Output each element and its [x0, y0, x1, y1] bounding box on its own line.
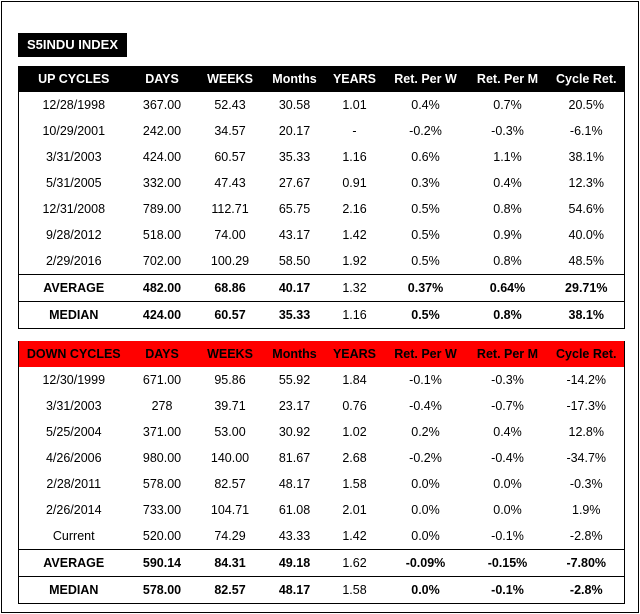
table-row	[19, 419, 625, 445]
table-cell: 81.67	[278, 451, 311, 465]
table-cell: 29.71%	[549, 275, 625, 302]
table-cell: AVERAGE	[19, 275, 129, 302]
table-cell: 38.1%	[568, 150, 604, 164]
table-cell: Ret. Per M	[467, 341, 549, 367]
table-cell: 702.00	[142, 254, 182, 268]
table-row	[19, 248, 625, 275]
table-cell: 104.71	[210, 503, 250, 517]
table-cell: 30.92	[278, 425, 311, 439]
table-cell: 0.8%	[467, 302, 549, 329]
table-row	[19, 393, 625, 419]
table-cell: 12/28/1998	[42, 98, 106, 112]
table-cell: 12/30/1999	[42, 373, 106, 387]
table-cell: 1.62	[325, 550, 385, 577]
table-cell: 82.57	[214, 477, 246, 491]
table-cell: 1.1%	[493, 150, 522, 164]
table-cell: 38.1%	[549, 302, 625, 329]
table-cell: -	[352, 124, 357, 138]
table-cell: 48.5%	[568, 254, 604, 268]
up-cycles-table	[18, 66, 625, 329]
table-cell: 40.17	[265, 275, 325, 302]
median-row	[19, 302, 625, 329]
table-cell: 0.0%	[411, 503, 440, 517]
table-cell: 671.00	[142, 373, 182, 387]
table-row	[19, 445, 625, 471]
table-cell: 68.86	[196, 275, 265, 302]
table-cell: 1.92	[342, 254, 367, 268]
table-cell: WEEKS	[196, 341, 265, 367]
table-cell: 1.9%	[572, 503, 601, 517]
table-cell: Cycle Ret.	[549, 66, 625, 92]
table-cell: 0.64%	[467, 275, 549, 302]
table-cell: 1.42	[342, 228, 367, 242]
table-cell: 4/26/2006	[45, 451, 102, 465]
table-cell: 35.33	[278, 150, 311, 164]
table-cell: 60.57	[214, 150, 246, 164]
table-cell: 65.75	[278, 202, 311, 216]
table-row	[19, 196, 625, 222]
table-cell: 39.71	[214, 399, 246, 413]
table-cell: 27.67	[278, 176, 311, 190]
table-cell: 0.0%	[493, 503, 522, 517]
table-cell: 0.37%	[385, 275, 467, 302]
table-cell: 590.14	[129, 550, 196, 577]
table-cell: 1.16	[342, 150, 367, 164]
table-cell: -6.1%	[569, 124, 603, 138]
table-cell: DOWN CYCLES	[19, 341, 129, 367]
table-cell: Months	[265, 66, 325, 92]
table-cell: DAYS	[129, 341, 196, 367]
table-cell: 1.32	[325, 275, 385, 302]
table-cell: -34.7%	[566, 451, 607, 465]
table-row	[19, 92, 625, 118]
table-cell: 20.5%	[568, 98, 604, 112]
table-cell: MEDIAN	[19, 302, 129, 329]
table-cell: Ret. Per M	[467, 66, 549, 92]
table-cell: -0.3%	[569, 477, 603, 491]
table-cell: 2.16	[342, 202, 367, 216]
table-cell: 100.29	[210, 254, 250, 268]
table-cell: -17.3%	[566, 399, 607, 413]
table-cell: UP CYCLES	[19, 66, 129, 92]
table-cell: 53.00	[214, 425, 246, 439]
table-cell: 1.02	[342, 425, 367, 439]
table-cell: Months	[265, 341, 325, 367]
table-cell: 12.3%	[568, 176, 604, 190]
table-cell: 1.01	[342, 98, 367, 112]
table-cell: 20.17	[278, 124, 311, 138]
table-cell: 0.0%	[385, 577, 467, 604]
table-cell: 980.00	[142, 451, 182, 465]
table-cell: 48.17	[265, 577, 325, 604]
table-cell: AVERAGE	[19, 550, 129, 577]
table-row	[19, 118, 625, 144]
table-cell: -0.15%	[467, 550, 549, 577]
table-cell: -0.4%	[409, 399, 442, 413]
table-cell: 0.5%	[411, 202, 440, 216]
table-cell: -14.2%	[566, 373, 607, 387]
table-cell: 1.42	[342, 529, 367, 543]
table-cell: YEARS	[325, 66, 385, 92]
table-cell: 0.0%	[411, 477, 440, 491]
table-cell: MEDIAN	[19, 577, 129, 604]
table-cell: DAYS	[129, 66, 196, 92]
index-title: S5INDU INDEX	[18, 33, 127, 57]
table-cell: 23.17	[278, 399, 311, 413]
table-cell: 35.33	[265, 302, 325, 329]
table-row	[19, 170, 625, 196]
table-cell: 0.4%	[411, 98, 440, 112]
table-cell: 0.2%	[411, 425, 440, 439]
table-cell: 0.7%	[493, 98, 522, 112]
down-cycles-table	[18, 341, 625, 604]
table-cell: 95.86	[214, 373, 246, 387]
table-cell: 371.00	[142, 425, 182, 439]
table-cell: -0.2%	[409, 124, 442, 138]
table-cell: 578.00	[129, 577, 196, 604]
table-cell: 9/28/2012	[45, 228, 102, 242]
table-cell: 2/26/2014	[45, 503, 102, 517]
table-cell: Cycle Ret.	[549, 341, 625, 367]
table-cell: -2.8%	[569, 529, 603, 543]
table-cell: 0.8%	[493, 254, 522, 268]
table-cell: 578.00	[142, 477, 182, 491]
up-header-row	[19, 66, 625, 92]
table-cell: Ret. Per W	[385, 341, 467, 367]
table-cell: 0.3%	[411, 176, 440, 190]
table-cell: 74.29	[214, 529, 246, 543]
table-cell: 58.50	[278, 254, 311, 268]
table-cell: 60.57	[196, 302, 265, 329]
table-cell: 40.0%	[568, 228, 604, 242]
table-cell: 54.6%	[568, 202, 604, 216]
table-cell: 424.00	[129, 302, 196, 329]
table-cell: 278	[151, 399, 173, 413]
table-cell: 0.0%	[411, 529, 440, 543]
table-cell: -0.3%	[491, 124, 524, 138]
table-cell: 3/31/2003	[45, 150, 102, 164]
table-cell: -7.80%	[549, 550, 625, 577]
table-cell: 12/31/2008	[42, 202, 106, 216]
table-row	[19, 497, 625, 523]
table-cell: 5/25/2004	[45, 425, 102, 439]
table-cell: 43.17	[278, 228, 311, 242]
table-cell: 733.00	[142, 503, 182, 517]
table-cell: 0.8%	[493, 202, 522, 216]
table-cell: 2.01	[342, 503, 367, 517]
table-cell: 367.00	[142, 98, 182, 112]
table-cell: 482.00	[129, 275, 196, 302]
table-cell: 1.58	[342, 477, 367, 491]
table-cell: 0.0%	[493, 477, 522, 491]
table-cell: 0.5%	[385, 302, 467, 329]
table-cell: 10/29/2001	[42, 124, 106, 138]
table-cell: 82.57	[196, 577, 265, 604]
table-cell: 48.17	[278, 477, 311, 491]
table-cell: 242.00	[142, 124, 182, 138]
table-cell: 0.76	[342, 399, 367, 413]
table-cell: 47.43	[214, 176, 246, 190]
table-cell: -0.4%	[491, 451, 524, 465]
table-cell: 112.71	[211, 202, 249, 216]
table-cell: 0.9%	[493, 228, 522, 242]
table-cell: Current	[52, 529, 95, 543]
table-cell: 55.92	[278, 373, 311, 387]
table-cell: 61.08	[278, 503, 311, 517]
table-cell: 49.18	[265, 550, 325, 577]
table-cell: -0.2%	[409, 451, 442, 465]
table-cell: 0.4%	[493, 176, 522, 190]
down-header-row	[19, 341, 625, 367]
table-row	[19, 367, 625, 393]
table-cell: 424.00	[142, 150, 182, 164]
table-cell: 2/28/2011	[46, 477, 102, 491]
table-row	[19, 222, 625, 248]
table-cell: Ret. Per W	[385, 66, 467, 92]
table-cell: 1.58	[325, 577, 385, 604]
table-row	[19, 144, 625, 170]
table-cell: 3/31/2003	[45, 399, 102, 413]
table-cell: WEEKS	[196, 66, 265, 92]
table-cell: 2.68	[342, 451, 367, 465]
table-cell: 0.5%	[411, 228, 440, 242]
table-cell: -0.3%	[491, 373, 524, 387]
table-cell: 2/29/2016	[45, 254, 102, 268]
table-cell: 84.31	[196, 550, 265, 577]
table-cell: -0.1%	[467, 577, 549, 604]
table-cell: 789.00	[142, 202, 182, 216]
table-cell: 0.6%	[411, 150, 440, 164]
table-cell: 520.00	[142, 529, 182, 543]
table-cell: 1.16	[325, 302, 385, 329]
table-cell: 74.00	[214, 228, 246, 242]
table-cell: YEARS	[325, 341, 385, 367]
table-cell: -0.7%	[491, 399, 524, 413]
table-cell: 1.84	[342, 373, 367, 387]
table-cell: -0.1%	[491, 529, 524, 543]
table-cell: 12.8%	[568, 425, 604, 439]
table-cell: -0.09%	[385, 550, 467, 577]
table-cell: 34.57	[214, 124, 246, 138]
median-row	[19, 577, 625, 604]
table-cell: 0.91	[342, 176, 367, 190]
table-cell: 140.00	[210, 451, 250, 465]
table-cell: 518.00	[142, 228, 182, 242]
table-cell: 43.33	[278, 529, 311, 543]
average-row	[19, 275, 625, 302]
table-cell: -0.1%	[409, 373, 442, 387]
table-cell: 0.4%	[493, 425, 522, 439]
table-cell: 0.5%	[411, 254, 440, 268]
table-cell: 52.43	[214, 98, 246, 112]
table-cell: 5/31/2005	[45, 176, 102, 190]
table-cell: -2.8%	[549, 577, 625, 604]
table-cell: 30.58	[278, 98, 311, 112]
table-cell: 332.00	[142, 176, 182, 190]
table-row	[19, 471, 625, 497]
table-row	[19, 523, 625, 550]
average-row	[19, 550, 625, 577]
